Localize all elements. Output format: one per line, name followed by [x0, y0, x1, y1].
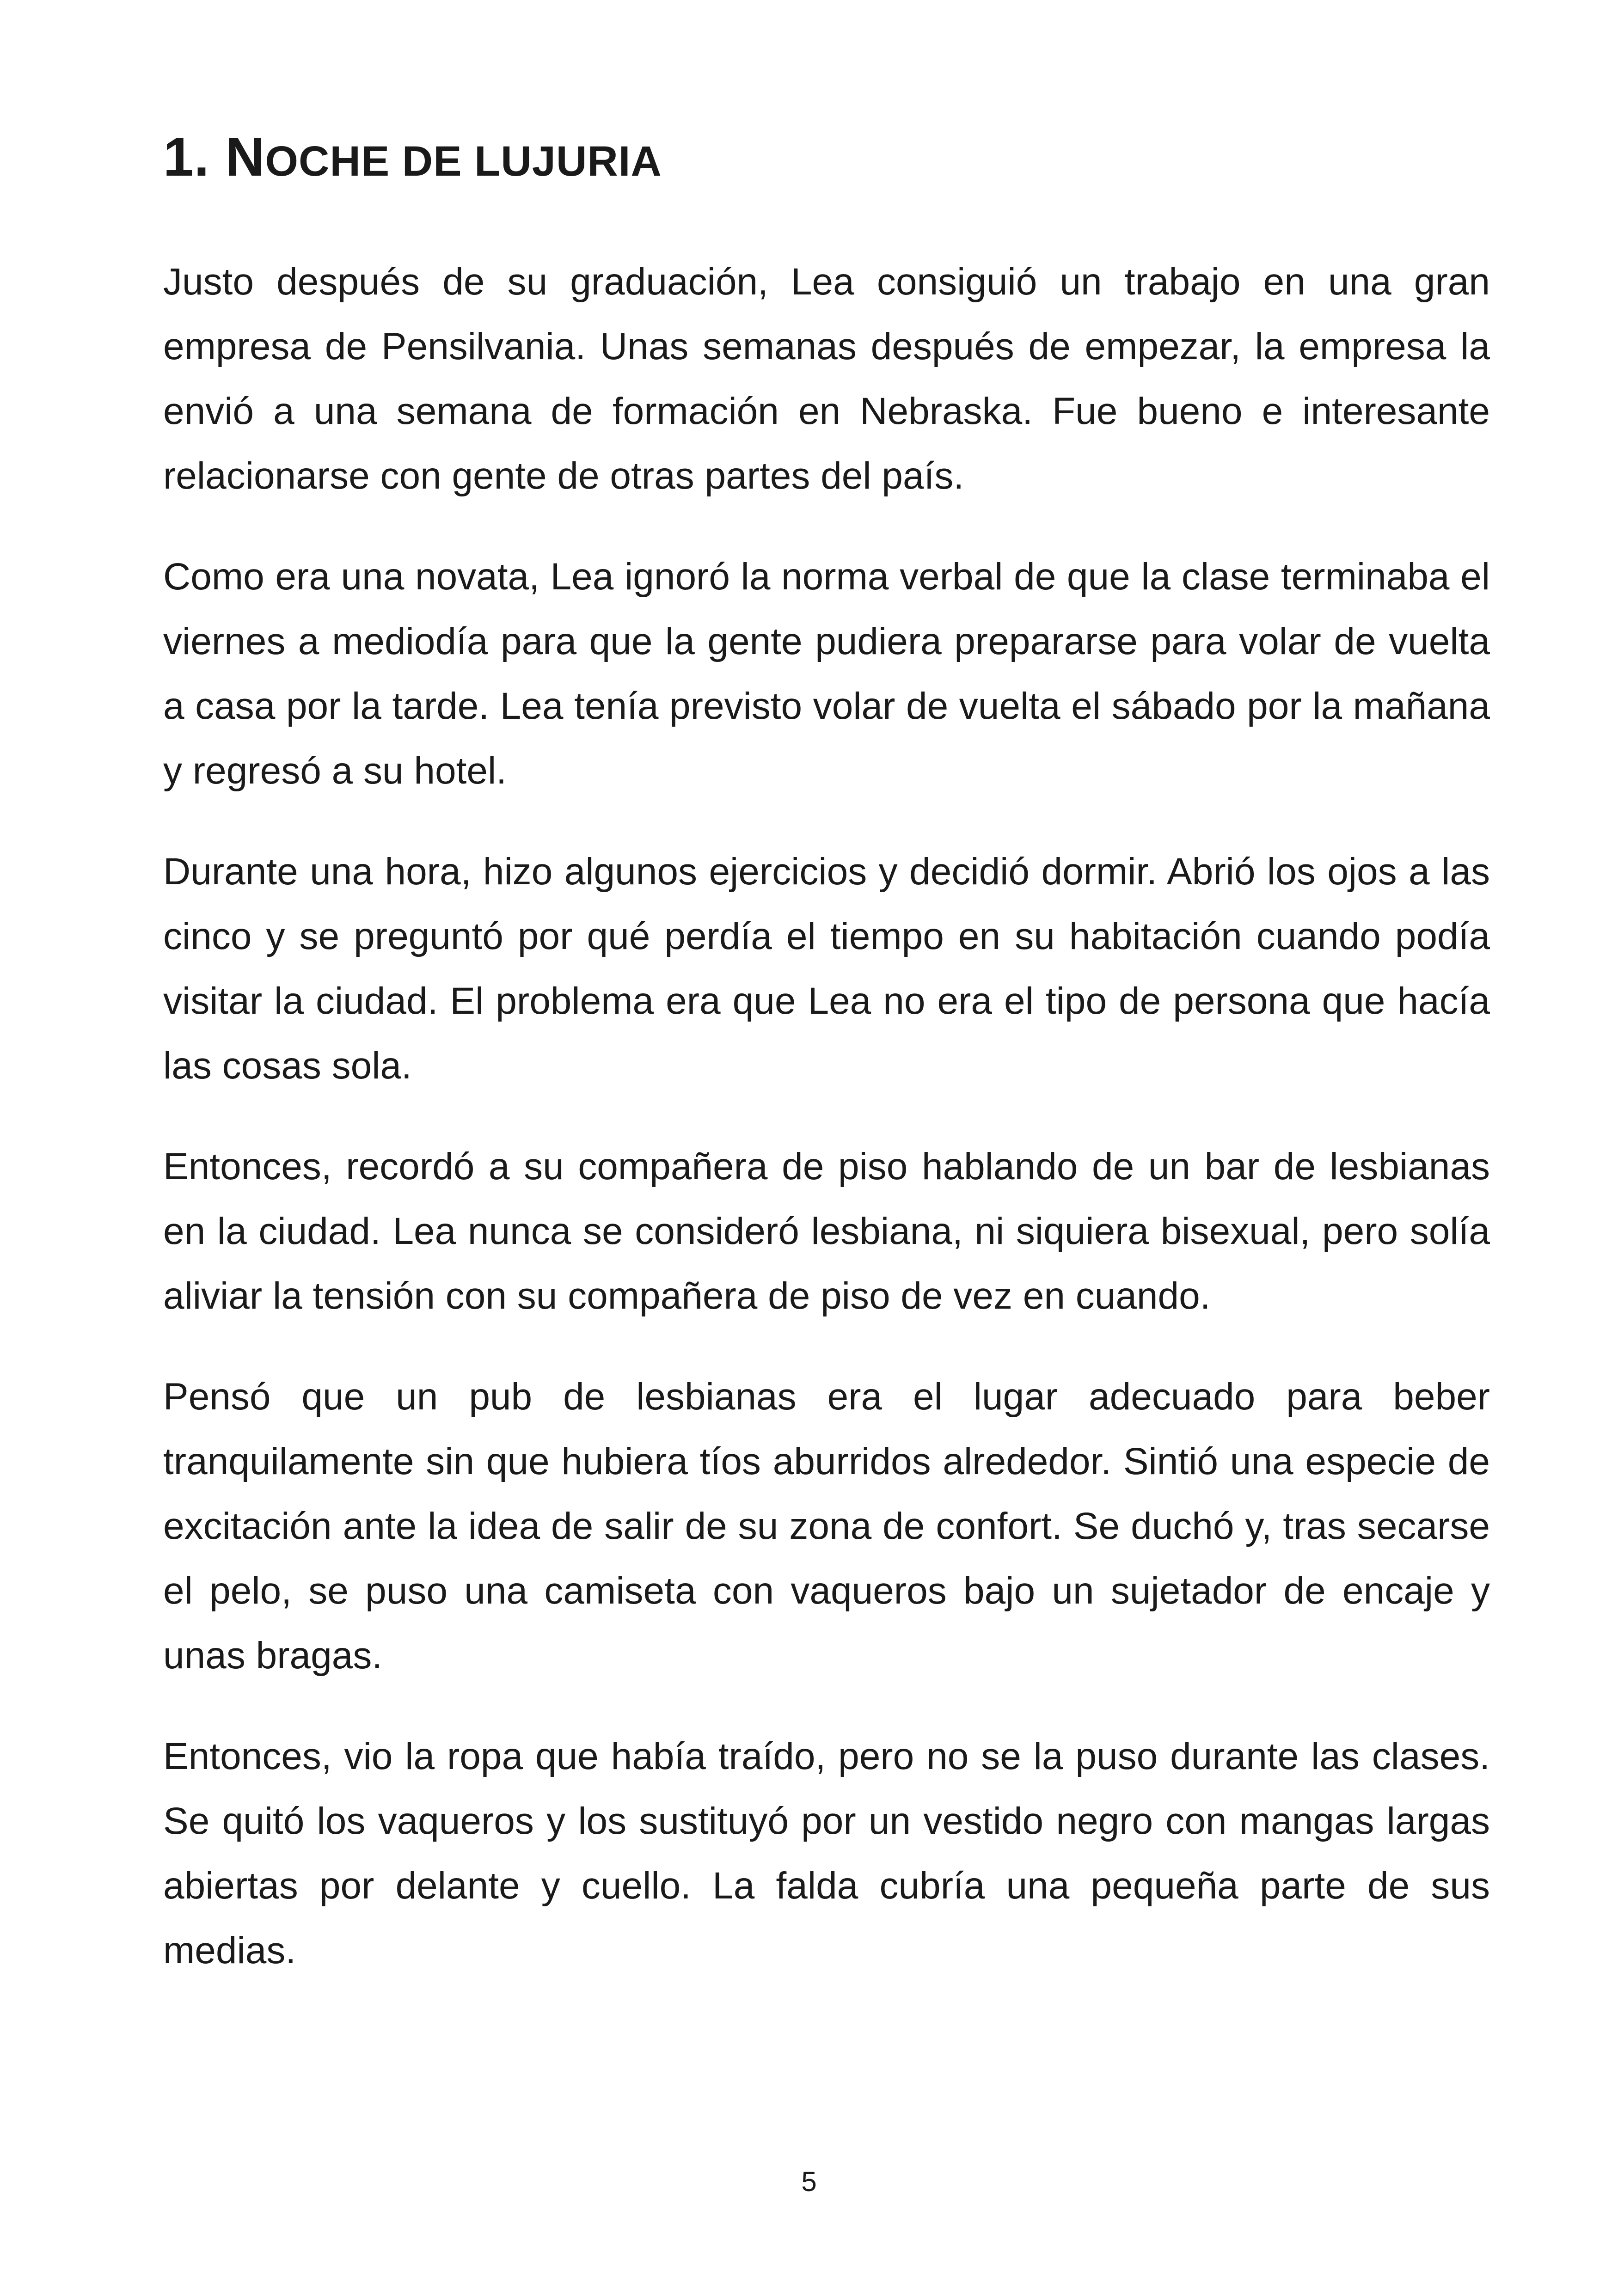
chapter-number: 1. — [163, 127, 210, 188]
body-text — [163, 250, 1490, 2019]
page-number: 5 — [801, 2166, 817, 2197]
chapter-title-rest: OCHE DE LUJURIA — [265, 138, 662, 185]
chapter-title-initial: N — [225, 127, 265, 188]
paragraph: Como era una novata, Lea ignoró la norma verbal de que la clase terminaba el viernes a mediodía para que la gente pudiera prepararse para volar de vuelta a casa por la tarde. Lea tenía previsto volar de vuelta el sábado por la mañana y regresó a su hotel. — [163, 556, 1490, 792]
paragraph: Justo después de su graduación, Lea consiguió un trabajo en una gran empresa de Pensilvania. Unas semanas después de empezar, la empresa la envió a una semana de formación en Nebraska. Fue bueno e interesante relacionarse con gente de otras partes del país. — [163, 261, 1490, 497]
paragraph: Pensó que un pub de lesbianas era el lugar adecuado para beber tranquilamente sin que hubiera tíos aburridos alrededor. Sintió una especie de excitación ante la idea de salir de su zona de confort. Se duchó y, tras secarse el pelo, se puso una camiseta con vaqueros bajo un sujetador de encaje y unas bragas. — [163, 1376, 1490, 1677]
paragraph: Entonces, vio la ropa que había traído, pero no se la puso durante las clases. Se quitó los vaqueros y los sustituyó por un vestido negro con mangas largas abiertas por delante y cuello. La falda cubría una pequeña parte de sus medias. — [163, 1735, 1490, 1971]
paragraph: Durante una hora, hizo algunos ejercicios y decidió dormir. Abrió los ojos a las cinco y se preguntó por qué perdía el tiempo en su habitación cuando podía visitar la ciudad. El problema era que Lea no era el tipo de persona que hacía las cosas sola. — [163, 851, 1490, 1087]
chapter-title — [163, 120, 662, 198]
paragraph: Entonces, recordó a su compañera de piso hablando de un bar de lesbianas en la ciudad. Lea nunca se consideró lesbiana, ni siquiera bisexual, pero solía aliviar la tensión con su compañera de piso de vez en cuando. — [163, 1145, 1490, 1317]
